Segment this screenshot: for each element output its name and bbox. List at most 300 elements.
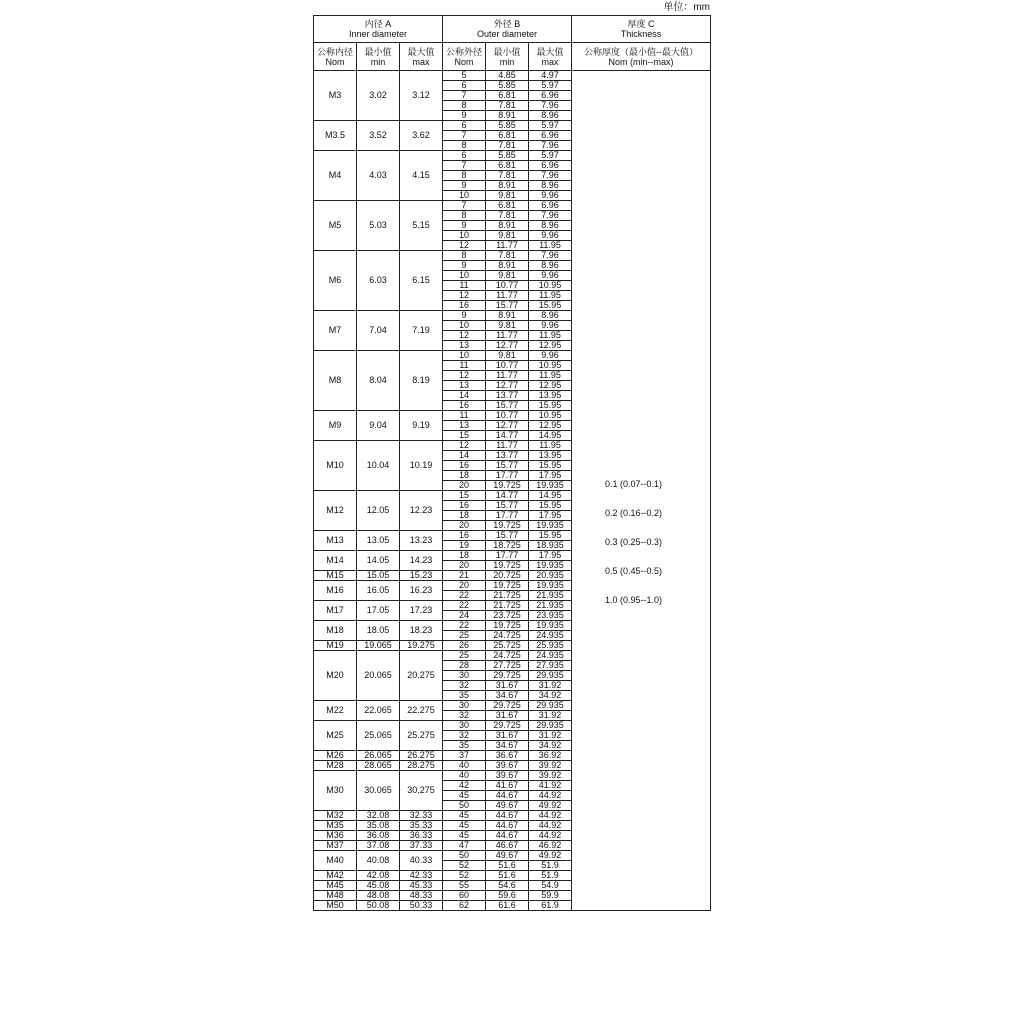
outer-max-cell: 9.96 [529,321,572,331]
outer-min-cell: 8.91 [486,221,529,231]
outer-nom-cell: 32 [443,731,486,741]
outer-max-cell: 15.95 [529,301,572,311]
outer-max-cell: 8.96 [529,311,572,321]
outer-min-cell: 24.725 [486,631,529,641]
outer-nom-cell: 19 [443,541,486,551]
outer-nom-cell: 7 [443,201,486,211]
outer-max-cell: 19.935 [529,561,572,571]
size-cell: M32 [314,811,357,821]
outer-max-cell: 29.935 [529,701,572,711]
thickness-nom-header [572,43,711,71]
outer-min-cell: 24.725 [486,651,529,661]
outer-min-cell: 39.67 [486,761,529,771]
outer-min-cell: 31.67 [486,711,529,721]
outer-max-cell: 8.96 [529,221,572,231]
outer-min-cell: 9.81 [486,231,529,241]
outer-max-cell: 15.95 [529,531,572,541]
outer-nom-cell: 55 [443,881,486,891]
outer-max-cell: 61.9 [529,901,572,911]
size-cell: M28 [314,761,357,771]
outer-max-cell: 5.97 [529,151,572,161]
outer-nom-cell: 15 [443,491,486,501]
outer-nom-cell: 9 [443,261,486,271]
outer-max-cell: 7.96 [529,251,572,261]
inner-min-cell: 36.08 [357,831,400,841]
outer-max-cell: 9.96 [529,191,572,201]
outer-max-header [529,43,572,71]
outer-min-cn: 最小值 [493,46,521,57]
outer-min-cell: 17.77 [486,551,529,561]
outer-max-cell: 13.95 [529,451,572,461]
inner-min-cell: 13.05 [357,531,400,551]
outer-nom-cell: 40 [443,771,486,781]
outer-max-cell: 29.935 [529,721,572,731]
inner-max-cell: 18.23 [400,621,443,641]
outer-min-cell: 44.67 [486,831,529,841]
outer-max-cell: 12.95 [529,421,572,431]
outer-max-cell: 49.92 [529,801,572,811]
size-cell: M25 [314,721,357,751]
outer-max-cell: 24.935 [529,631,572,641]
outer-nom-cell: 21 [443,571,486,581]
inner-max-cell: 35.33 [400,821,443,831]
outer-nom-cell: 30 [443,721,486,731]
inner-max-header [400,43,443,71]
outer-max-cell: 31.92 [529,731,572,741]
outer-max-cell: 41.92 [529,781,572,791]
outer-nom-cell: 6 [443,121,486,131]
outer-min-cell: 8.91 [486,311,529,321]
outer-nom-cell: 18 [443,551,486,561]
outer-min-cell: 31.67 [486,681,529,691]
size-cell: M36 [314,831,357,841]
inner-max-cell: 22.275 [400,701,443,721]
inner-min-en: min [370,56,386,67]
outer-min-cell: 15.77 [486,531,529,541]
outer-nom-cell: 32 [443,711,486,721]
outer-nom-cell: 11 [443,281,486,291]
nom-outer-header [443,43,486,71]
outer-min-cell: 27.725 [486,661,529,671]
outer-nom-cell: 24 [443,611,486,621]
outer-max-cell: 29.935 [529,671,572,681]
size-cell: M15 [314,571,357,581]
outer-min-cell: 34.67 [486,691,529,701]
outer-max-cell: 54.9 [529,881,572,891]
outer-max-cell: 44.92 [529,821,572,831]
size-cell: M50 [314,901,357,911]
size-cell: M20 [314,651,357,701]
outer-min-cell: 29.725 [486,701,529,711]
outer-nom-cell: 12 [443,291,486,301]
inner-min-cell: 3.52 [357,121,400,151]
size-cell: M42 [314,871,357,881]
outer-min-cell: 25.725 [486,641,529,651]
outer-min-cell: 18.725 [486,541,529,551]
outer-max-cell: 20.935 [529,571,572,581]
inner-max-cell: 17.23 [400,601,443,621]
outer-max-cell: 12.95 [529,341,572,351]
inner-max-en: max [412,56,430,67]
outer-max-cell: 8.96 [529,181,572,191]
inner-max-cell: 12.23 [400,491,443,531]
outer-nom-cell: 8 [443,211,486,221]
outer-max-cell: 19.935 [529,481,572,491]
outer-nom-cell: 16 [443,461,486,471]
outer-min-cell: 6.81 [486,201,529,211]
outer-nom-cell: 40 [443,761,486,771]
outer-max-cell: 23.935 [529,611,572,621]
outer-nom-cell: 13 [443,381,486,391]
inner-min-cell: 50.08 [357,901,400,911]
inner-diameter-en: Inner diameter [348,29,408,39]
outer-nom-cell: 30 [443,671,486,681]
outer-nom-cell: 35 [443,741,486,751]
inner-max-cell: 3.12 [400,71,443,121]
inner-max-cell: 3.62 [400,121,443,151]
nom-outer-en: Nom [454,56,474,67]
outer-nom-cell: 10 [443,191,486,201]
inner-max-cell: 30.275 [400,771,443,811]
outer-min-cell: 54.6 [486,881,529,891]
outer-nom-cell: 6 [443,81,486,91]
inner-max-cell: 16.23 [400,581,443,601]
outer-max-cell: 11.95 [529,331,572,341]
outer-min-cell: 29.725 [486,721,529,731]
thickness-option: 0.5 (0.45--0.5) [605,566,663,576]
inner-min-cell: 30.065 [357,771,400,811]
outer-max-cell: 6.96 [529,91,572,101]
outer-max-cell: 15.95 [529,461,572,471]
outer-max-cell: 24.935 [529,651,572,661]
outer-max-cell: 44.92 [529,791,572,801]
outer-max-cell: 17.95 [529,551,572,561]
outer-max-cell: 31.92 [529,681,572,691]
outer-max-cell: 59.9 [529,891,572,901]
outer-nom-cell: 22 [443,591,486,601]
outer-max-cell: 9.96 [529,231,572,241]
thickness-cn: 厚度 C [627,19,655,29]
outer-nom-cell: 25 [443,651,486,661]
size-cell: M37 [314,841,357,851]
outer-min-cell: 51.6 [486,861,529,871]
inner-min-cell: 18.05 [357,621,400,641]
inner-min-cell: 19.065 [357,641,400,651]
outer-max-cell: 25.935 [529,641,572,651]
outer-min-cell: 15.77 [486,301,529,311]
inner-min-cn: 最小值 [364,46,392,57]
outer-min-cell: 34.67 [486,741,529,751]
size-cell: M45 [314,881,357,891]
size-cell: M22 [314,701,357,721]
outer-nom-cell: 60 [443,891,486,901]
inner-min-cell: 37.08 [357,841,400,851]
outer-nom-cell: 9 [443,181,486,191]
outer-nom-cell: 8 [443,141,486,151]
thickness-option: 0.1 (0.07--0.1) [605,479,663,489]
outer-nom-cell: 7 [443,91,486,101]
outer-nom-cell: 20 [443,561,486,571]
outer-nom-cell: 5 [443,71,486,81]
outer-nom-cell: 20 [443,481,486,491]
outer-max-cell: 27.935 [529,661,572,671]
outer-max-cn: 最大值 [536,46,564,57]
outer-nom-cell: 18 [443,511,486,521]
size-cell: M7 [314,311,357,351]
outer-max-cell: 34.92 [529,741,572,751]
outer-nom-cell: 30 [443,701,486,711]
outer-nom-cell: 35 [443,691,486,701]
inner-max-cell: 6.15 [400,251,443,311]
outer-min-cell: 59.6 [486,891,529,901]
inner-min-cell: 16.05 [357,581,400,601]
inner-min-cell: 48.08 [357,891,400,901]
outer-min-cell: 8.91 [486,261,529,271]
size-cell: M13 [314,531,357,551]
inner-min-cell: 9.04 [357,411,400,441]
outer-max-cell: 18.935 [529,541,572,551]
inner-min-cell: 22.065 [357,701,400,721]
outer-nom-cell: 16 [443,531,486,541]
outer-nom-cell: 16 [443,301,486,311]
inner-min-cell: 35.08 [357,821,400,831]
inner-min-cell: 45.08 [357,881,400,891]
outer-max-cell: 19.935 [529,581,572,591]
size-cell: M17 [314,601,357,621]
outer-min-cell: 19.725 [486,481,529,491]
inner-min-cell: 8.04 [357,351,400,411]
outer-max-cell: 8.96 [529,261,572,271]
outer-min-cell: 17.77 [486,511,529,521]
nom-inner-en: Nom [325,56,345,67]
thickness-nom-en: Nom (min--max) [608,56,674,67]
outer-nom-cell: 15 [443,431,486,441]
unit-label: 单位：mm [663,2,710,13]
thickness-option: 1.0 (0.95--1.0) [605,595,663,605]
inner-min-cell: 6.03 [357,251,400,311]
inner-diameter-cn: 内径 A [364,19,392,29]
outer-min-cell: 15.77 [486,401,529,411]
outer-min-cell: 6.81 [486,91,529,101]
size-cell: M3.5 [314,121,357,151]
outer-min-cell: 44.67 [486,821,529,831]
outer-nom-cell: 8 [443,171,486,181]
outer-min-cell: 7.81 [486,171,529,181]
outer-min-cell: 44.67 [486,791,529,801]
outer-nom-cell: 9 [443,311,486,321]
outer-max-cell: 11.95 [529,371,572,381]
outer-max-cell: 34.92 [529,691,572,701]
size-cell: M18 [314,621,357,641]
outer-nom-cell: 37 [443,751,486,761]
outer-nom-cell: 50 [443,801,486,811]
inner-max-cell: 4.15 [400,151,443,201]
outer-min-cell: 21.725 [486,601,529,611]
inner-min-cell: 5.03 [357,201,400,251]
outer-nom-cell: 22 [443,601,486,611]
spec-body [314,71,711,911]
outer-min-cell: 5.85 [486,81,529,91]
outer-nom-cell: 12 [443,241,486,251]
outer-max-cell: 19.935 [529,621,572,631]
outer-nom-cell: 45 [443,791,486,801]
outer-min-cell: 13.77 [486,451,529,461]
outer-min-cell: 21.725 [486,591,529,601]
outer-min-cell: 15.77 [486,501,529,511]
outer-min-cell: 12.77 [486,421,529,431]
outer-min-cell: 49.67 [486,801,529,811]
table-row [314,71,711,81]
outer-min-cell: 7.81 [486,251,529,261]
size-cell: M16 [314,581,357,601]
outer-min-cell: 19.725 [486,621,529,631]
outer-min-cell: 11.77 [486,331,529,341]
outer-max-cell: 51.9 [529,871,572,881]
size-cell: M8 [314,351,357,411]
outer-max-cell: 9.96 [529,351,572,361]
outer-max-cell: 10.95 [529,361,572,371]
inner-max-cell: 26.275 [400,751,443,761]
nom-inner-cn: 公称内径 [316,46,353,57]
outer-min-en: min [499,56,515,67]
inner-min-cell: 17.05 [357,601,400,621]
inner-min-cell: 4.03 [357,151,400,201]
outer-max-cell: 14.95 [529,491,572,501]
thickness-header [572,16,711,43]
outer-nom-cell: 45 [443,811,486,821]
outer-min-cell: 49.67 [486,851,529,861]
outer-nom-cell: 42 [443,781,486,791]
washer-spec-table [313,15,711,911]
outer-nom-cell: 16 [443,501,486,511]
outer-nom-cell: 8 [443,101,486,111]
outer-max-cell: 49.92 [529,851,572,861]
outer-max-cell: 7.96 [529,211,572,221]
outer-min-cell: 9.81 [486,271,529,281]
inner-max-cell: 42.33 [400,871,443,881]
outer-nom-cell: 13 [443,421,486,431]
outer-min-cell: 10.77 [486,361,529,371]
outer-min-cell: 8.91 [486,111,529,121]
outer-max-cell: 10.95 [529,281,572,291]
outer-max-cell: 6.96 [529,201,572,211]
inner-min-cell: 14.05 [357,551,400,571]
thickness-options [572,71,710,622]
size-cell: M9 [314,411,357,441]
outer-max-cell: 7.96 [529,141,572,151]
outer-min-cell: 19.725 [486,561,529,571]
outer-max-cell: 8.96 [529,111,572,121]
outer-nom-cell: 20 [443,581,486,591]
nom-outer-cn: 公称外径 [446,46,483,57]
inner-max-cn: 最大值 [407,46,435,57]
outer-min-cell: 12.77 [486,341,529,351]
outer-nom-cell: 12 [443,371,486,381]
outer-min-cell: 31.67 [486,731,529,741]
inner-min-cell: 28.065 [357,761,400,771]
inner-max-cell: 10.19 [400,441,443,491]
outer-diameter-cn: 外径 B [493,19,521,29]
inner-min-cell: 10.04 [357,441,400,491]
outer-nom-cell: 9 [443,221,486,231]
inner-min-cell: 7.04 [357,311,400,351]
outer-min-cell: 9.81 [486,321,529,331]
size-cell: M4 [314,151,357,201]
outer-max-cell: 5.97 [529,81,572,91]
outer-max-cell: 21.935 [529,591,572,601]
size-cell: M48 [314,891,357,901]
outer-diameter-en: Outer diameter [477,29,538,39]
outer-min-cell: 14.77 [486,431,529,441]
outer-max-cell: 12.95 [529,381,572,391]
outer-nom-cell: 22 [443,621,486,631]
outer-max-cell: 36.92 [529,751,572,761]
outer-min-cell: 19.725 [486,581,529,591]
outer-nom-cell: 45 [443,831,486,841]
outer-nom-cell: 32 [443,681,486,691]
outer-nom-cell: 14 [443,391,486,401]
outer-nom-cell: 10 [443,231,486,241]
inner-max-cell: 50.33 [400,901,443,911]
size-cell: M3 [314,71,357,121]
outer-max-cell: 4.97 [529,71,572,81]
outer-max-cell: 15.95 [529,401,572,411]
thickness-option: 0.3 (0.25--0.3) [605,537,663,547]
outer-min-cell: 15.77 [486,461,529,471]
outer-min-cell: 7.81 [486,101,529,111]
size-cell: M12 [314,491,357,531]
outer-nom-cell: 28 [443,661,486,671]
size-cell: M35 [314,821,357,831]
inner-min-cell: 32.08 [357,811,400,821]
outer-nom-cell: 7 [443,131,486,141]
size-cell: M40 [314,851,357,871]
outer-max-cell: 21.935 [529,601,572,611]
outer-min-cell: 11.77 [486,241,529,251]
outer-min-cell: 9.81 [486,191,529,201]
outer-min-cell: 6.81 [486,161,529,171]
outer-nom-cell: 14 [443,451,486,461]
inner-max-cell: 28.275 [400,761,443,771]
outer-max-cell: 9.96 [529,271,572,281]
outer-nom-cell: 6 [443,151,486,161]
inner-max-cell: 48.33 [400,891,443,901]
outer-max-cell: 10.95 [529,411,572,421]
outer-nom-cell: 52 [443,861,486,871]
outer-nom-cell: 45 [443,821,486,831]
thickness-nom-cn: 公称厚度（最小值--最大值） [584,46,699,57]
outer-nom-cell: 62 [443,901,486,911]
outer-max-cell: 44.92 [529,831,572,841]
nom-inner-header [314,43,357,71]
size-cell: M10 [314,441,357,491]
inner-max-cell: 37.33 [400,841,443,851]
inner-max-cell: 40.33 [400,851,443,871]
outer-min-cell: 14.77 [486,491,529,501]
inner-min-cell: 42.08 [357,871,400,881]
inner-min-cell: 3.02 [357,71,400,121]
outer-max-cell: 5.97 [529,121,572,131]
outer-nom-cell: 47 [443,841,486,851]
outer-nom-cell: 11 [443,411,486,421]
inner-max-cell: 14.23 [400,551,443,571]
inner-min-cell: 40.08 [357,851,400,871]
outer-max-cell: 15.95 [529,501,572,511]
size-cell: M6 [314,251,357,311]
outer-min-cell: 39.67 [486,771,529,781]
outer-max-cell: 39.92 [529,771,572,781]
size-cell: M30 [314,771,357,811]
